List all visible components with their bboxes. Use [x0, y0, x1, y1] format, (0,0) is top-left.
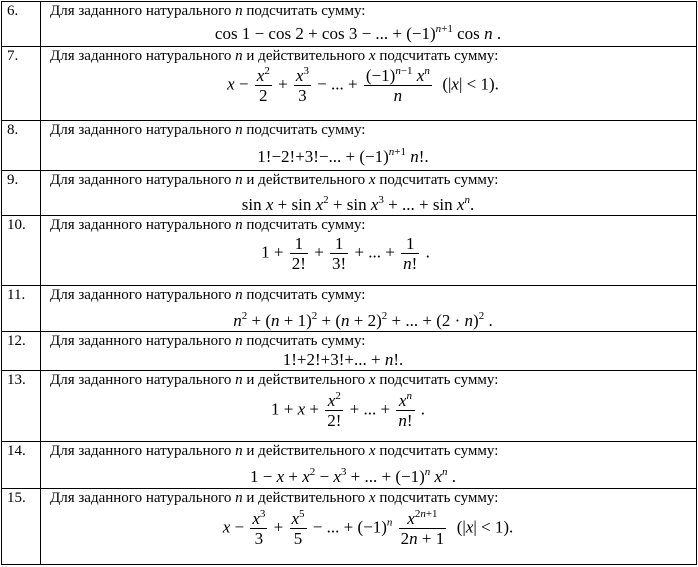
task-body [41, 47, 697, 121]
task-formula: x − $\frac{x^2}{2}$ + $\frac{x^3}{3}$ − ... + $\frac{(-1)^{n-1} x^n}{n}$ (|x| < 1). [227, 65, 499, 105]
task-row [2, 47, 697, 121]
task-formula: $1 - x + x^2 - x^3$ + ... + $(-1)^n$ $x^n$ . [249, 466, 457, 486]
task-number: 15. [2, 489, 41, 565]
task-formula: 1 + x + $\frac{x^2}{2!}$ + ... + $\frac{x^n}{n!}$ . [270, 390, 425, 430]
task-body [41, 216, 697, 286]
task-number: 7. [2, 47, 41, 121]
task-number: 14. [2, 442, 41, 489]
task-number: 8. [2, 121, 41, 171]
task-body [41, 121, 697, 171]
task-body [41, 332, 697, 371]
task-statement: Для заданного натурального n подсчитать сумму: [50, 287, 366, 303]
task-row [2, 286, 697, 332]
task-number: 12. [2, 332, 41, 371]
task-row [2, 371, 697, 442]
task-statement: Для заданного натурального n подсчитать сумму: [50, 3, 366, 19]
task-statement: Для заданного натурального n и действительного x подсчитать сумму: [50, 490, 499, 506]
task-row [2, 489, 697, 565]
task-number: 11. [2, 286, 41, 332]
task-statement: Для заданного натурального n и действительного x подсчитать сумму: [50, 48, 499, 64]
task-row [2, 2, 697, 47]
task-formula: $n^2 + (n + 1)^2 + (n + 2)^2$ + ... + $(2 \cdot n)^2$ . [233, 310, 493, 330]
task-row [2, 442, 697, 489]
task-statement: Для заданного натурального n подсчитать сумму: [50, 122, 366, 138]
task-body [41, 442, 697, 489]
task-formula: cos 1 − cos 2 + cos 3 − ... + $(-1)^{n+1}$ cos n . [214, 23, 502, 43]
task-statement: Для заданного натурального n подсчитать сумму: [50, 333, 366, 349]
tasks-table [1, 1, 697, 565]
task-body [41, 171, 697, 216]
task-row [2, 171, 697, 216]
task-formula: 1!+2!+3!+... + n!. [282, 350, 404, 369]
task-row [2, 332, 697, 371]
task-statement: Для заданного натурального n и действительного x подсчитать сумму: [50, 372, 499, 388]
task-body [41, 371, 697, 442]
task-number: 9. [2, 171, 41, 216]
task-formula: 1!−2!+3!−... + $(-1)^{n+1}$ n!. [257, 146, 429, 166]
task-number: 10. [2, 216, 41, 286]
task-formula: 1 + $\frac{1}{2!}$ + $\frac{1}{3!}$ + ... + $\frac{1}{n!}$ . [261, 234, 430, 273]
task-statement: Для заданного натурального n и действительного x подсчитать сумму: [50, 172, 499, 188]
task-body [41, 2, 697, 47]
task-body [41, 286, 697, 332]
task-number: 6. [2, 2, 41, 47]
task-body [41, 489, 697, 565]
task-statement: Для заданного натурального n и действительного x подсчитать сумму: [50, 443, 499, 459]
task-formula: x − $\frac{x^3}{3}$ + $\frac{x^5}{5}$ − ... + $(-1)^n$ $\frac{x^{2n+1}}{2n + 1}$ (|x| < 1). [222, 508, 514, 548]
task-number: 13. [2, 371, 41, 442]
task-row [2, 216, 697, 286]
task-formula: $\sin x + \sin x^2 + \sin x^3$ + ... + $\sin x^n$. [241, 194, 475, 214]
task-statement: Для заданного натурального n подсчитать сумму: [50, 217, 366, 233]
task-row [2, 121, 697, 171]
